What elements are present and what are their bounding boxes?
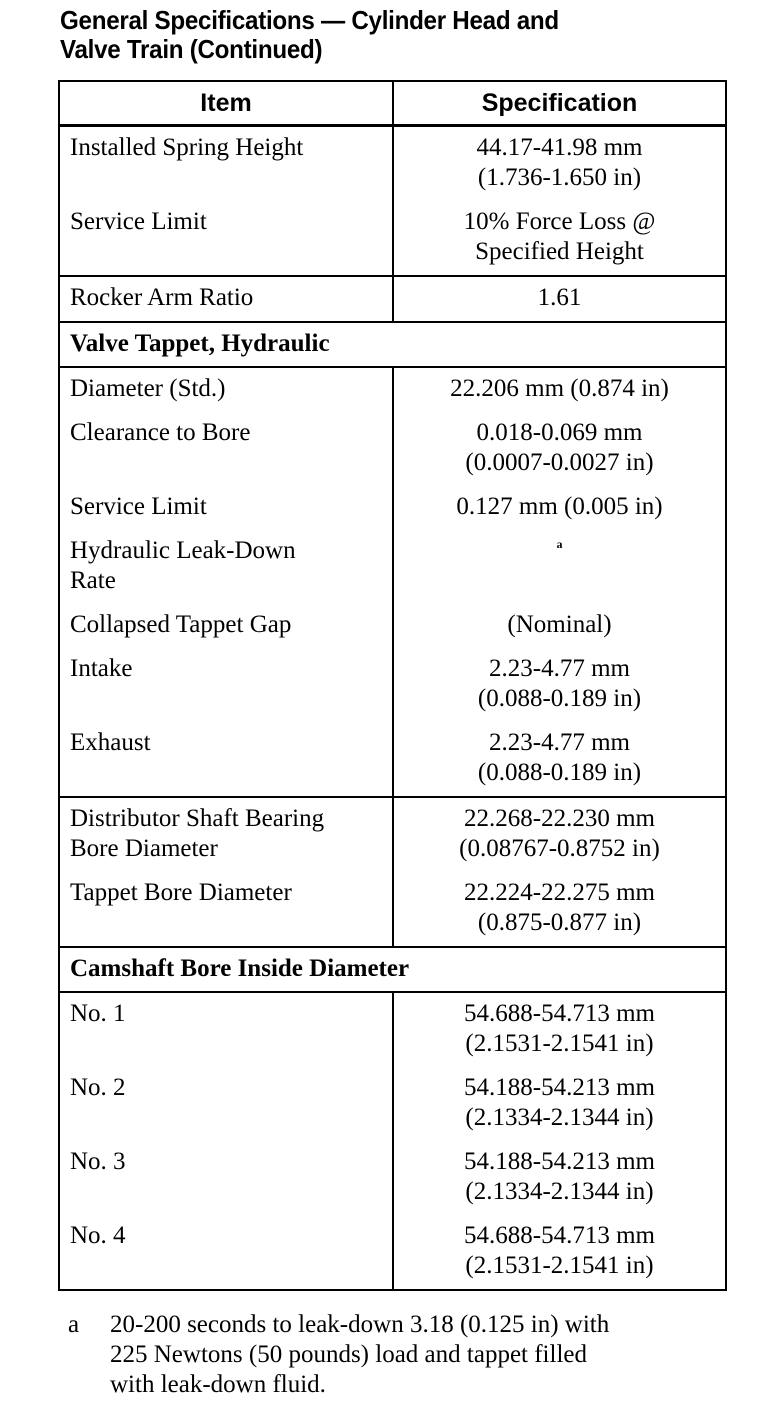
spec-cell	[393, 872, 726, 947]
table-row	[59, 797, 726, 872]
spec-cell	[393, 722, 726, 797]
spec-cell	[393, 126, 726, 202]
spec-cell	[393, 1215, 726, 1290]
spec-cell	[393, 797, 726, 872]
table-row	[59, 992, 726, 1067]
item-cell	[59, 530, 393, 604]
item-cell	[59, 797, 393, 872]
table-row	[59, 1141, 726, 1215]
section-title: Valve Tappet, Hydraulic	[59, 322, 726, 367]
footnote-line: with leak-down fluid.	[110, 1371, 326, 1398]
spec-line: 22.224-22.275 mm	[464, 879, 655, 906]
item-cell: Intake	[59, 648, 393, 722]
item-cell: Installed Spring Height	[59, 126, 393, 202]
item-line: Bore Diameter	[70, 835, 218, 862]
item-cell: No. 2	[59, 1067, 393, 1141]
footnote-reference: a	[556, 537, 563, 551]
spec-line: (2.1531-2.1541 in)	[465, 1030, 654, 1057]
table-row	[59, 1067, 726, 1141]
spec-line: 54.688-54.713 mm	[464, 1000, 655, 1027]
spec-cell	[393, 412, 726, 486]
footnote-mark: a	[68, 1311, 80, 1338]
table-row	[59, 367, 726, 412]
table-row	[59, 604, 726, 648]
spec-line: 10% Force Loss @	[463, 208, 656, 235]
spec-cell	[393, 530, 726, 604]
item-line: Hydraulic Leak-Down	[70, 537, 296, 564]
spec-line: 54.188-54.213 mm	[464, 1148, 655, 1175]
table-row	[59, 276, 726, 322]
column-header-specification: Specification	[393, 81, 726, 126]
footnote-line: 20-200 seconds to leak-down 3.18 (0.125 in) with	[110, 1311, 610, 1338]
spec-line: 0.018-0.069 mm	[476, 419, 643, 446]
item-cell: Exhaust	[59, 722, 393, 797]
spec-line: (0.08767-0.8752 in)	[459, 835, 660, 862]
spec-cell: 1.61	[393, 276, 726, 322]
item-cell: No. 4	[59, 1215, 393, 1290]
page-title	[60, 6, 692, 64]
spec-line: 2.23-4.77 mm	[489, 655, 630, 682]
spec-cell	[393, 201, 726, 276]
spec-line: (0.0007-0.0027 in)	[465, 449, 654, 476]
item-cell: Tappet Bore Diameter	[59, 872, 393, 947]
spec-line: 22.268-22.230 mm	[464, 805, 655, 832]
table-row	[59, 412, 726, 486]
table-row	[59, 486, 726, 530]
table-row	[59, 648, 726, 722]
table-row	[59, 126, 726, 202]
item-cell: Rocker Arm Ratio	[59, 276, 393, 322]
item-cell: No. 3	[59, 1141, 393, 1215]
spec-line: (0.088-0.189 in)	[477, 759, 642, 786]
item-cell: No. 1	[59, 992, 393, 1067]
spec-cell	[393, 1067, 726, 1141]
spec-line: 2.23-4.77 mm	[489, 729, 630, 756]
page-title-line-1: General Specifications — Cylinder Head and	[60, 5, 559, 35]
spec-line: Specified Height	[475, 238, 644, 265]
footnote-line: 225 Newtons (50 pounds) load and tappet filled	[110, 1341, 587, 1368]
item-cell: Collapsed Tappet Gap	[59, 604, 393, 648]
spec-cell	[393, 1141, 726, 1215]
item-cell: Clearance to Bore	[59, 412, 393, 486]
spec-line: (2.1334-2.1344 in)	[465, 1178, 654, 1205]
spec-line: (0.088-0.189 in)	[477, 685, 642, 712]
spec-line: (0.875-0.877 in)	[477, 909, 642, 936]
spec-cell	[393, 648, 726, 722]
specifications-table	[58, 80, 727, 1291]
table-row	[59, 1215, 726, 1290]
spec-line: (2.1531-2.1541 in)	[465, 1252, 654, 1279]
item-line: Rate	[70, 567, 116, 594]
section-header-row	[59, 947, 726, 992]
item-line: Distributor Shaft Bearing	[70, 805, 325, 832]
spec-line: 44.17-41.98 mm	[476, 134, 643, 161]
section-title: Camshaft Bore Inside Diameter	[59, 947, 726, 992]
table-row	[59, 722, 726, 797]
spec-line: (1.736-1.650 in)	[477, 164, 642, 191]
spec-cell: (Nominal)	[393, 604, 726, 648]
section-header-row	[59, 322, 726, 367]
footnote-text	[110, 1310, 730, 1400]
spec-line: (2.1334-2.1344 in)	[465, 1104, 654, 1131]
spec-cell: 0.127 mm (0.005 in)	[393, 486, 726, 530]
page-title-line-2: Valve Train (Continued)	[60, 34, 323, 64]
spec-line: 54.688-54.713 mm	[464, 1222, 655, 1249]
item-cell: Service Limit	[59, 486, 393, 530]
item-cell: Diameter (Std.)	[59, 367, 393, 412]
table-row	[59, 530, 726, 604]
table-header-row	[59, 81, 726, 126]
table-row	[59, 201, 726, 276]
spec-cell	[393, 992, 726, 1067]
column-header-item: Item	[59, 81, 393, 126]
item-cell: Service Limit	[59, 201, 393, 276]
table-row	[59, 872, 726, 947]
spec-line: 54.188-54.213 mm	[464, 1074, 655, 1101]
spec-cell: 22.206 mm (0.874 in)	[393, 367, 726, 412]
